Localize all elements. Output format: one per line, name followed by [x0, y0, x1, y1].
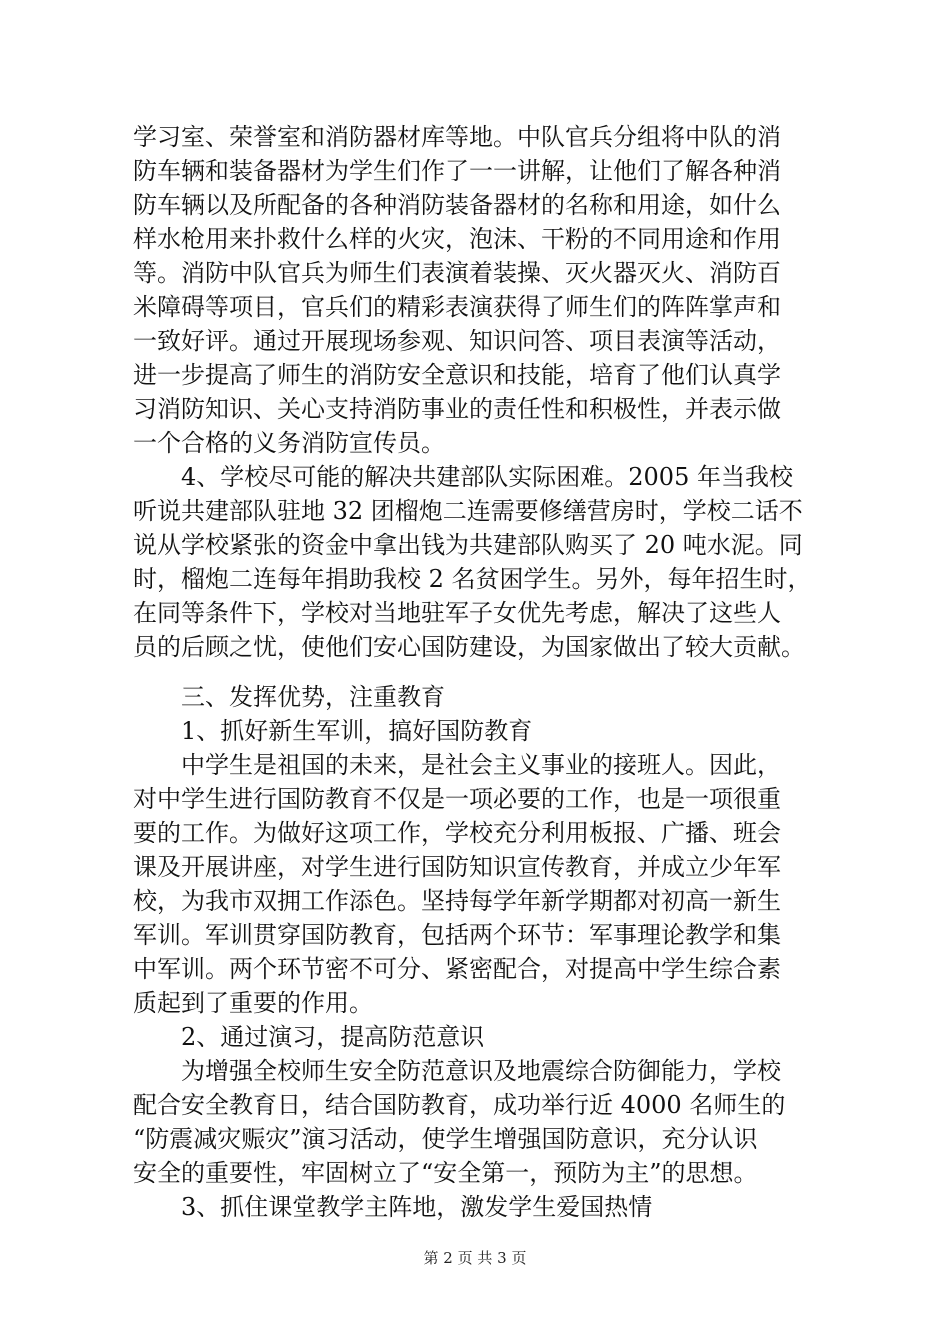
paragraph-1-line-7: 一致好评。通过开展现场参观、知识问答、项目表演等活动，	[133, 327, 781, 355]
paragraph-1-line-9: 习消防知识、关心支持消防事业的责任性和积极性，并表示做	[133, 395, 781, 423]
paragraph-1-line-1: 学习室、荣誉室和消防器材库等地。中队官兵分组将中队的消	[133, 123, 781, 151]
paragraph-3-line-2: 对中学生进行国防教育不仅是一项必要的工作，也是一项很重	[133, 785, 781, 813]
subheading-1: 1、抓好新生军训，搞好国防教育	[181, 717, 533, 745]
paragraph-2-line-5: 在同等条件下，学校对当地驻军子女优先考虑，解决了这些人	[133, 599, 781, 627]
paragraph-1-line-3: 防车辆以及所配备的各种消防装备器材的名称和用途，如什么	[133, 191, 781, 219]
paragraph-3-line-4: 课及开展讲座，对学生进行国防知识宣传教育，并成立少年军	[133, 853, 781, 881]
paragraph-3-line-8: 质起到了重要的作用。	[133, 989, 373, 1017]
paragraph-4-line-4: 安全的重要性，牢固树立了“安全第一，预防为主”的思想。	[133, 1159, 758, 1187]
paragraph-3-line-6: 军训。军训贯穿国防教育，包括两个环节：军事理论教学和集	[133, 921, 781, 949]
paragraph-3-line-3: 要的工作。为做好这项工作，学校充分利用板报、广播、班会	[133, 819, 781, 847]
paragraph-3-line-7: 中军训。两个环节密不可分、紧密配合，对提高中学生综合素	[133, 955, 781, 983]
paragraph-2-line-4: 时，榴炮二连每年捐助我校 2 名贫困学生。另外，每年招生时，	[133, 565, 812, 593]
paragraph-3-line-1: 中学生是祖国的未来，是社会主义事业的接班人。因此，	[181, 751, 781, 779]
subheading-3: 3、抓住课堂教学主阵地，激发学生爱国热情	[181, 1193, 653, 1221]
paragraph-3-line-5: 校，为我市双拥工作添色。坚持每学年新学期都对初高一新生	[133, 887, 781, 915]
paragraph-4-line-1: 为增强全校师生安全防范意识及地震综合防御能力，学校	[181, 1057, 781, 1085]
paragraph-1-line-10: 一个合格的义务消防宣传员。	[133, 429, 445, 457]
subheading-2: 2、通过演习，提高防范意识	[181, 1023, 485, 1051]
paragraph-1-line-4: 样水枪用来扑救什么样的火灾，泡沫、干粉的不同用途和作用	[133, 225, 781, 253]
paragraph-2-line-2: 听说共建部队驻地 32 团榴炮二连需要修缮营房时，学校二话不	[133, 497, 803, 525]
paragraph-1-line-2: 防车辆和装备器材为学生们作了一一讲解，让他们了解各种消	[133, 157, 781, 185]
page-footer: 第 2 页 共 3 页	[423, 1249, 527, 1267]
paragraph-1-line-8: 进一步提高了师生的消防安全意识和技能，培育了他们认真学	[133, 361, 781, 389]
paragraph-4-line-3: “防震减灾赈灾”演习活动，使学生增强国防意识，充分认识	[133, 1125, 758, 1153]
section-heading: 三、发挥优势，注重教育	[181, 683, 445, 711]
paragraph-2-line-6: 员的后顾之忧，使他们安心国防建设，为国家做出了较大贡献。	[133, 633, 805, 661]
paragraph-1-line-5: 等。消防中队官兵为师生们表演着装操、灭火器灭火、消防百	[133, 259, 781, 287]
paragraph-2-line-1: 4、学校尽可能的解决共建部队实际困难。2005 年当我校	[181, 463, 793, 491]
paragraph-2-line-3: 说从学校紧张的资金中拿出钱为共建部队购买了 20 吨水泥。同	[133, 531, 803, 559]
paragraph-4-line-2: 配合安全教育日，结合国防教育，成功举行近 4000 名师生的	[133, 1091, 786, 1119]
paragraph-1-line-6: 米障碍等项目，官兵们的精彩表演获得了师生们的阵阵掌声和	[133, 293, 781, 321]
